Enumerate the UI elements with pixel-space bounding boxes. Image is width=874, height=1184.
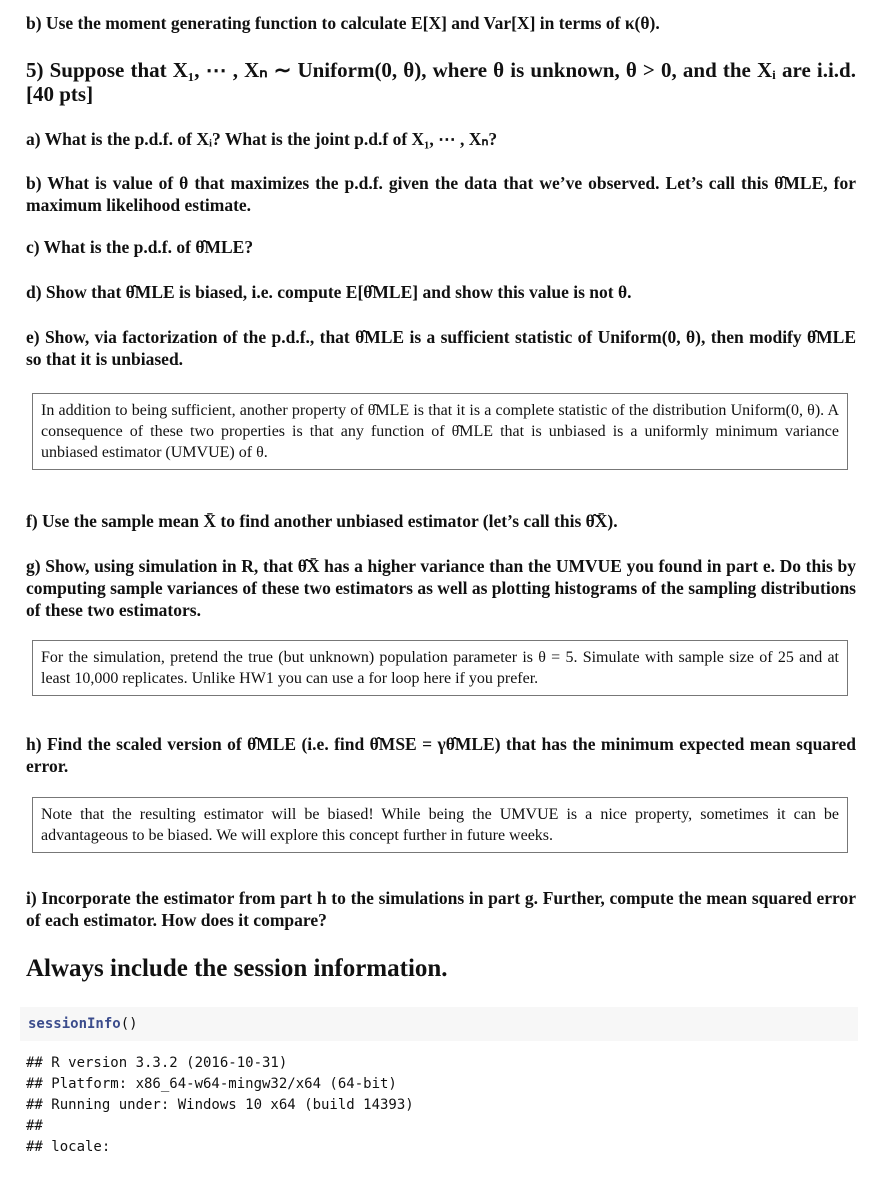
question-5: 5) Suppose that X₁, ⋯ , Xₙ ∼ Uniform(0, θ), where θ is unknown, θ > 0, and the Xᵢ are i.i.d. [40 pts] (26, 58, 856, 106)
output-line: ## R version 3.3.2 (2016-10-31) (26, 1055, 288, 1071)
code-parens: () (120, 1016, 138, 1032)
code-block (20, 1007, 858, 1041)
question-5e: e) Show, via factorization of the p.d.f., that θ̂MLE is a sufficient statistic of Uniform(0, θ), then modify θ̂MLE so that it is unbiased. (26, 327, 856, 369)
code-output (26, 1053, 414, 1158)
question-5a: a) What is the p.d.f. of Xᵢ? What is the joint p.d.f of X₁, ⋯ , Xₙ? (26, 129, 498, 149)
question-prev-b: b) Use the moment generating function to calculate E[X] and Var[X] in terms of κ(θ). (26, 13, 660, 33)
question-5g: g) Show, using simulation in R, that θ̂X̄ has a higher variance than the UMVUE you found in part e. Do this by computing sample variances of these two estimators as well as plotting histograms of the sampling distributions of these two estimators. (26, 556, 856, 620)
output-line: ## Platform: x86_64-w64-mingw32/x64 (64-bit) (26, 1076, 397, 1092)
question-5d: d) Show that θ̂MLE is biased, i.e. compute E[θ̂MLE] and show this value is not θ. (26, 282, 632, 302)
question-5h: h) Find the scaled version of θ̂MLE (i.e. find θ̂MSE = γθ̂MLE) that has the minimum expected mean squared error. (26, 734, 856, 776)
question-5f: f) Use the sample mean X̄ to find another unbiased estimator (let’s call this θ̂X̄). (26, 511, 618, 531)
note-box-simulation: For the simulation, pretend the true (but unknown) population parameter is θ = 5. Simulate with sample size of 25 and at least 10,000 replicates. Unlike HW1 you can use a for loop here if you prefer. (32, 640, 848, 696)
note-box-umvue: In addition to being sufficient, another property of θ̂MLE is that it is a complete statistic of the distribution Uniform(0, θ). A consequence of these two properties is that any function of θ̂MLE that is unbiased is a uniformly minimum variance unbiased estimator (UMVUE) of θ. (32, 393, 848, 470)
output-line: ## (26, 1118, 43, 1134)
question-5b: b) What is value of θ that maximizes the p.d.f. given the data that we’ve observed. Let’s call this θ̂MLE, for maximum likelihood estimate. (26, 173, 856, 215)
question-5i: i) Incorporate the estimator from part h to the simulations in part g. Further, compute the mean squared error of each estimator. How does it compare? (26, 888, 856, 930)
section-heading: Always include the session information. (26, 955, 448, 982)
output-line: ## Running under: Windows 10 x64 (build 14393) (26, 1097, 414, 1113)
code-function: sessionInfo (28, 1016, 121, 1032)
note-box-biased: Note that the resulting estimator will be biased! While being the UMVUE is a nice property, sometimes it can be advantageous to be biased. We will explore this concept further in future weeks. (32, 797, 848, 853)
output-line: ## locale: (26, 1139, 111, 1155)
question-5c: c) What is the p.d.f. of θ̂MLE? (26, 237, 254, 257)
